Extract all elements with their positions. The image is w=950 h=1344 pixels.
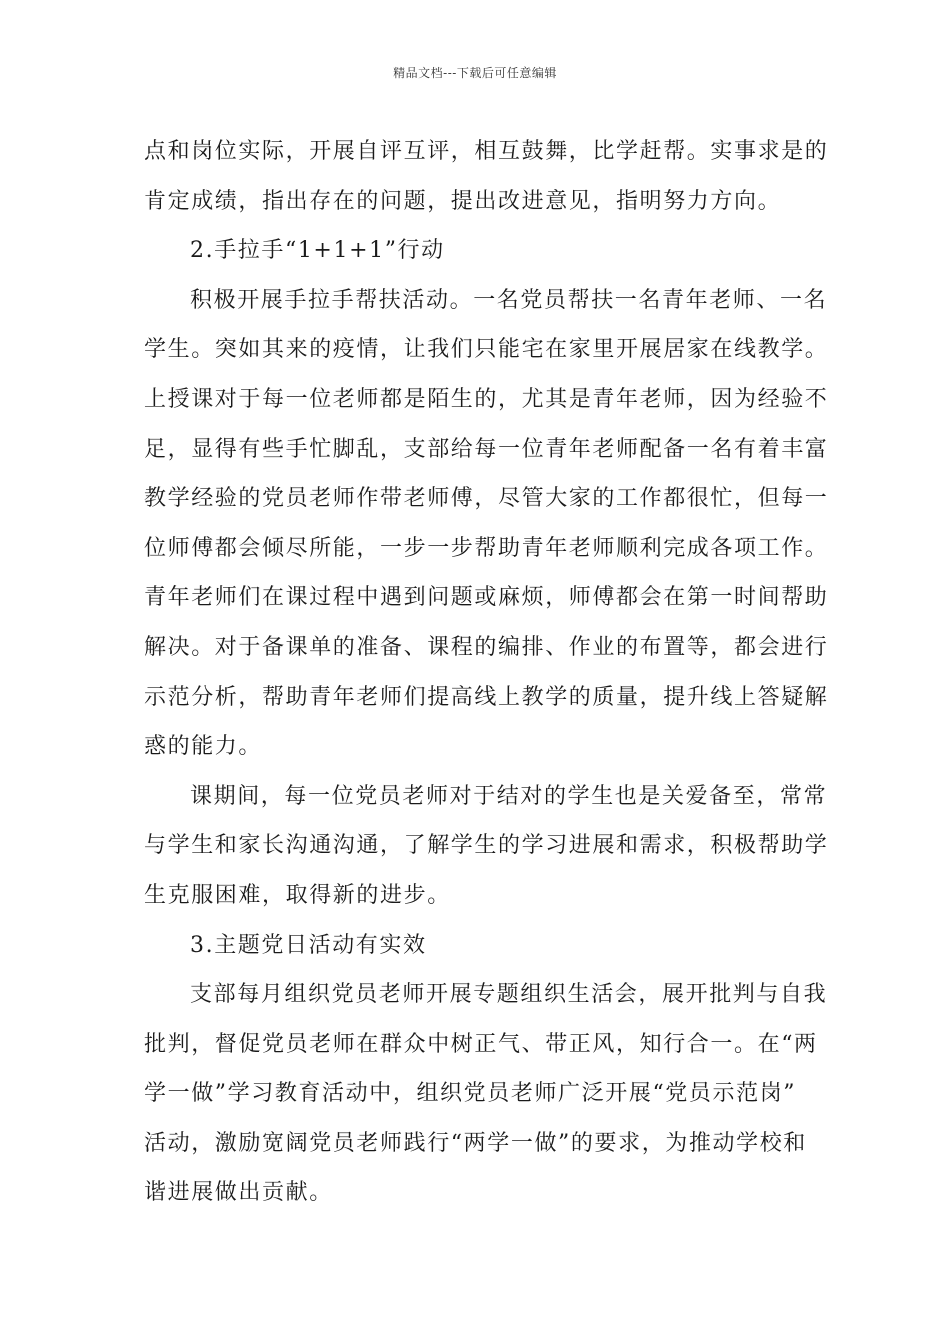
body-line: 支部每月组织党员老师开展专题组织生活会，展开批判与自我 bbox=[190, 982, 828, 1008]
body-line: 生克服困难，取得新的进步。 bbox=[144, 882, 451, 908]
body-line: 学一做”学习教育活动中，组织党员老师广泛开展“党员示范岗” bbox=[144, 1081, 797, 1107]
document-body bbox=[144, 127, 829, 1218]
body-line: 上授课对于每一位老师都是陌生的，尤其是青年老师，因为经验不 bbox=[144, 386, 829, 412]
body-line: 青年老师们在课过程中遇到问题或麻烦，师傅都会在第一时间帮助 bbox=[144, 585, 829, 611]
body-line: 积极开展手拉手帮扶活动。一名党员帮扶一名青年老师、一名 bbox=[190, 287, 828, 313]
body-line: 足，显得有些手忙脚乱，支部给每一位青年老师配备一名有着丰富 bbox=[144, 436, 829, 462]
body-line: 肯定成绩，指出存在的问题，提出改进意见，指明努力方向。 bbox=[144, 188, 782, 214]
body-line: 活动，激励宽阔党员老师践行“两学一做”的要求，为推动学校和 bbox=[144, 1130, 807, 1156]
body-line: 批判，督促党员老师在群众中树正气、带正风，知行合一。在“两 bbox=[144, 1031, 818, 1057]
body-line: 惑的能力。 bbox=[144, 734, 263, 760]
section-heading: 2.手拉手“1+1+1”行动 bbox=[190, 238, 445, 264]
body-line: 教学经验的党员老师作带老师傅，尽管大家的工作都很忙，但每一 bbox=[144, 486, 829, 512]
body-line: 学生。突如其来的疫情，让我们只能宅在家里开展居家在线教学。 bbox=[144, 337, 829, 363]
body-line: 谐进展做出贡献。 bbox=[144, 1180, 333, 1206]
page-header: 精品文档---下载后可任意编辑 bbox=[393, 66, 557, 80]
section-heading: 3.主题党日活动有实效 bbox=[190, 932, 427, 958]
body-line: 课期间，每一位党员老师对于结对的学生也是关爱备至，常常 bbox=[190, 783, 828, 809]
body-line: 示范分析，帮助青年老师们提高线上教学的质量，提升线上答疑解 bbox=[144, 684, 829, 710]
body-line: 位师傅都会倾尽所能，一步一步帮助青年老师顺利完成各项工作。 bbox=[144, 535, 829, 561]
body-line: 点和岗位实际，开展自评互评，相互鼓舞，比学赶帮。实事求是的 bbox=[144, 139, 829, 164]
body-line: 解决。对于备课单的准备、课程的编排、作业的布置等，都会进行 bbox=[144, 634, 829, 660]
body-line: 与学生和家长沟通沟通，了解学生的学习进展和需求，积极帮助学 bbox=[144, 833, 829, 859]
